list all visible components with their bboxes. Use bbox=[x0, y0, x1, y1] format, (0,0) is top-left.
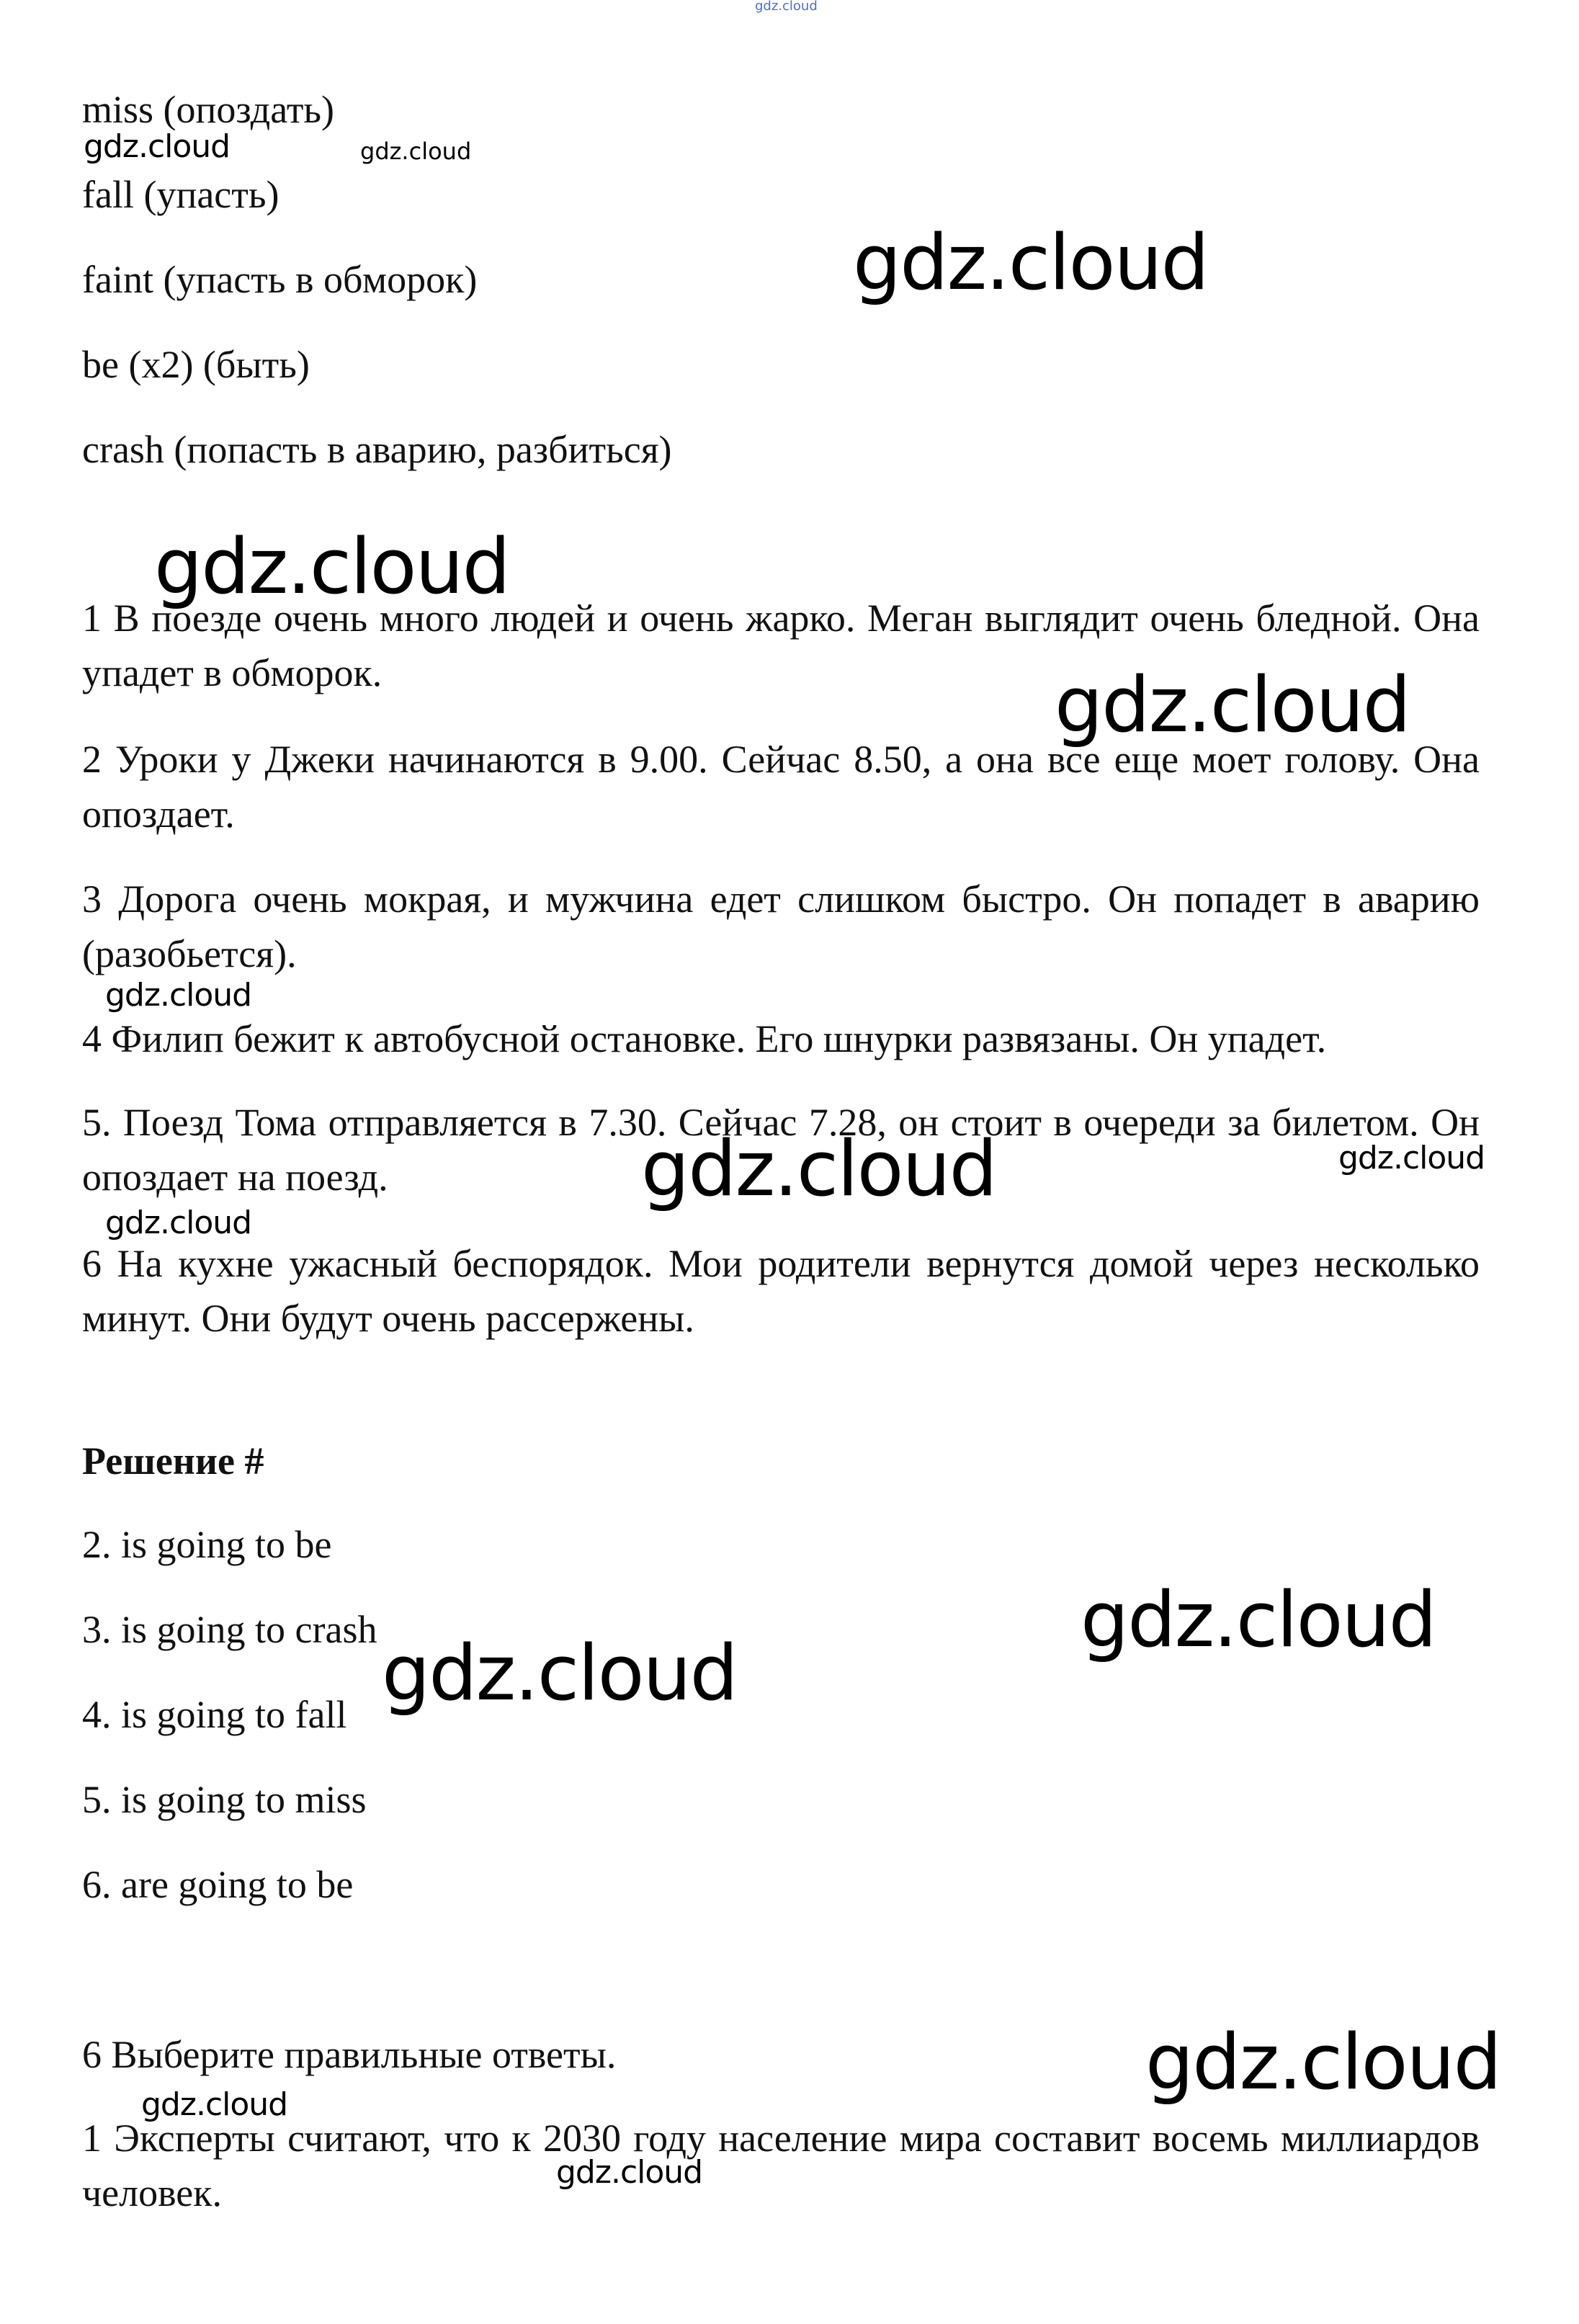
watermark: gdz.cloud bbox=[556, 2154, 703, 2191]
watermark: gdz.cloud bbox=[1338, 1140, 1485, 1176]
sentence-item: 3 Дорога очень мокрая, и мужчина едет слишком быстро. Он попадет в аварию (разобьется). bbox=[82, 877, 1480, 975]
watermark: gdz.cloud bbox=[105, 977, 252, 1014]
watermark: gdz.cloud bbox=[141, 2086, 288, 2123]
watermark: gdz.cloud bbox=[382, 1629, 737, 1717]
watermark: gdz.cloud bbox=[105, 1205, 252, 1241]
answer-item: 6. are going to be bbox=[82, 1863, 354, 1906]
sentence-item: 2 Уроки у Джеки начинаются в 9.00. Сейчас 8.50, а она все еще моет голову. Она опоздает. bbox=[82, 738, 1480, 836]
verb-item: miss (опоздать) bbox=[82, 88, 335, 131]
answer-item: 4. is going to fall bbox=[82, 1693, 347, 1736]
verb-item: faint (упасть в обморок) bbox=[82, 258, 478, 301]
watermark: gdz.cloud bbox=[1145, 2018, 1500, 2106]
solution-heading: Решение # bbox=[82, 1439, 264, 1483]
watermark: gdz.cloud bbox=[1081, 1576, 1436, 1664]
answer-item: 5. is going to miss bbox=[82, 1778, 367, 1821]
verb-item: fall (упасть) bbox=[82, 173, 279, 216]
sentence-item: 1 В поезде очень много людей и очень жарко. Меган выглядит очень бледной. Она упадет в обморок. bbox=[82, 596, 1480, 694]
watermark: gdz.cloud bbox=[1055, 661, 1410, 749]
watermark: gdz.cloud bbox=[853, 218, 1208, 307]
exercise-item: 1 Эксперты считают, что к 2030 году население мира составит восемь миллиардов человек. bbox=[82, 2117, 1480, 2214]
verb-item: crash (попасть в аварию, разбиться) bbox=[82, 428, 672, 471]
answer-item: 3. is going to crash bbox=[82, 1608, 377, 1651]
watermark: gdz.cloud bbox=[360, 138, 472, 165]
verb-item: be (x2) (быть) bbox=[82, 343, 310, 386]
sentence-item: 6 На кухне ужасный беспорядок. Мои родители вернутся домой через несколько минут. Они будут очень рассержены. bbox=[82, 1242, 1480, 1340]
sentence-item: 4 Филип бежит к автобусной остановке. Его шнурки развязаны. Он упадет. bbox=[82, 1017, 1327, 1060]
answer-item: 2. is going to be bbox=[82, 1523, 332, 1566]
header-watermark: gdz.cloud bbox=[755, 0, 818, 14]
watermark: gdz.cloud bbox=[84, 128, 231, 165]
sentence-item: 5. Поезд Тома отправляется в 7.30. Сейчас 7.28, он стоит в очереди за билетом. Он опоздает на поезд. bbox=[82, 1101, 1480, 1199]
exercise-title: 6 Выберите правильные ответы. bbox=[82, 2033, 617, 2076]
watermark: gdz.cloud bbox=[154, 522, 509, 611]
watermark: gdz.cloud bbox=[641, 1125, 996, 1213]
